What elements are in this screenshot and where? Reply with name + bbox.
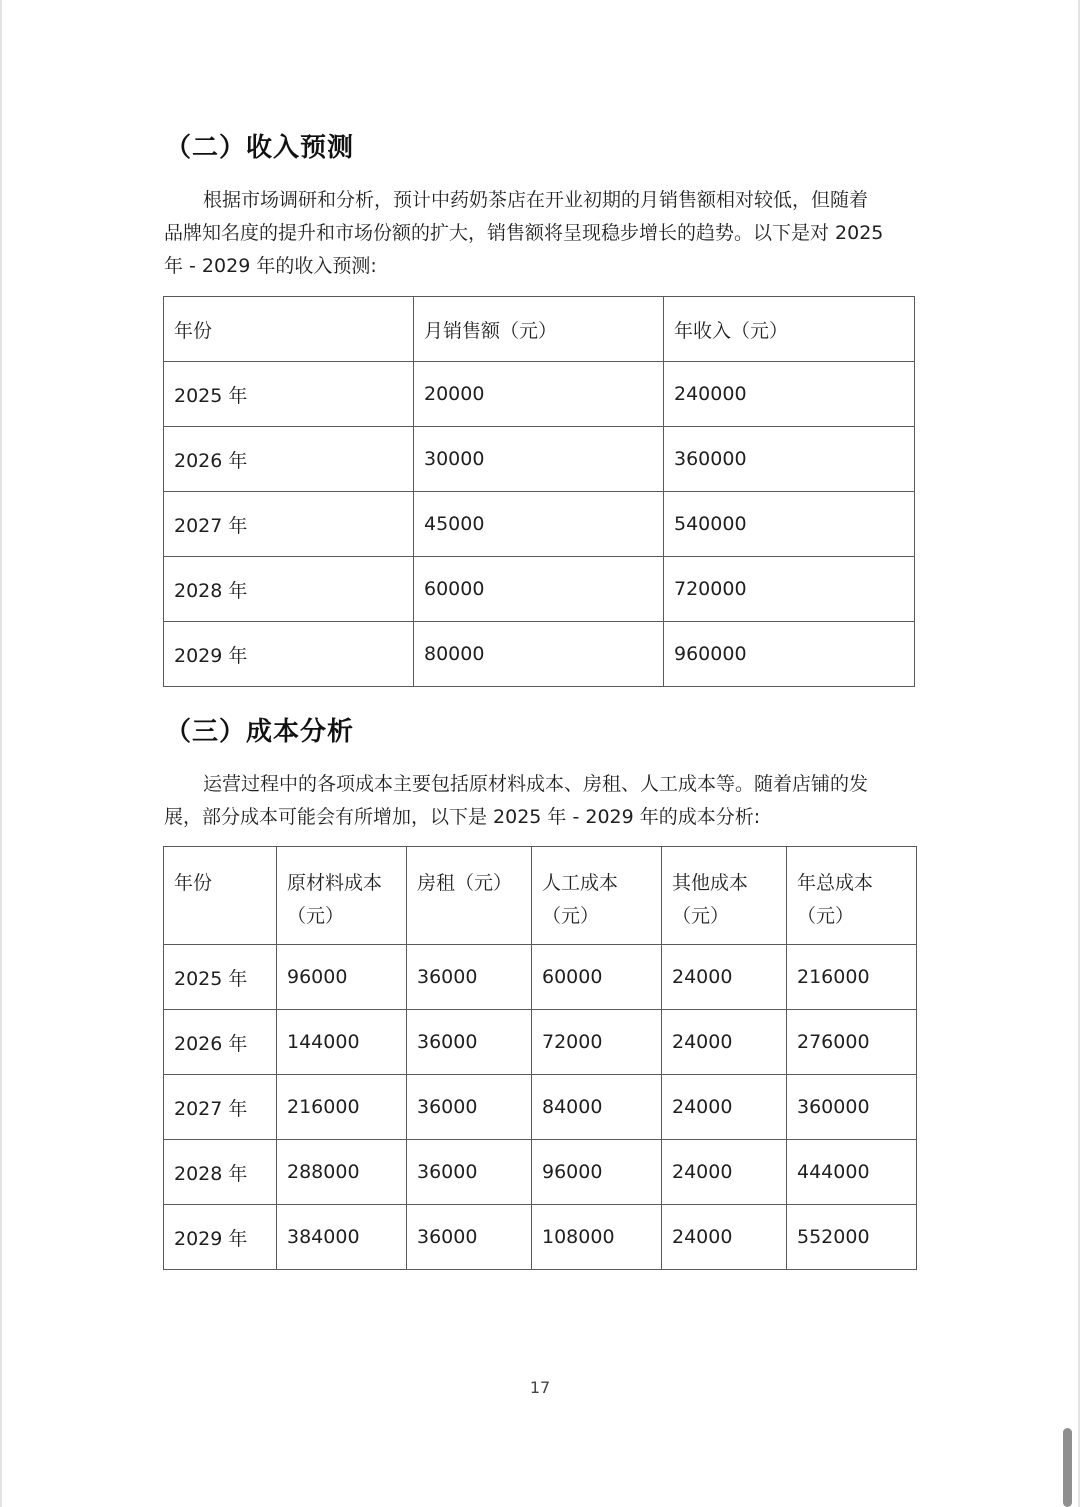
paragraph-line: 根据市场调研和分析，预计中药奶茶店在开业初期的月销售额相对较低，但随着 [203,189,869,211]
header-cell-annual-total-cost: 年总成本 （元） [787,847,917,945]
header-cell-monthly-sales: 月销售额（元） [414,297,664,362]
cell-annual-revenue: 240000 [664,362,915,427]
cell-year: 2026 年 [164,427,414,492]
paragraph-line: 年 - 2029 年的收入预测: [164,255,377,277]
cell-rent: 36000 [407,1075,532,1140]
cell-year: 2028 年 [164,557,414,622]
table-header-row [164,847,917,945]
cell-rent: 36000 [407,1140,532,1205]
table-row [164,427,915,492]
cell-labor-cost: 60000 [532,945,662,1010]
cell-labor-cost: 96000 [532,1140,662,1205]
cell-annual-revenue: 540000 [664,492,915,557]
cell-monthly-sales: 60000 [414,557,664,622]
page-edge-left [0,0,2,1507]
table-row [164,362,915,427]
cell-annual-total-cost: 552000 [787,1205,917,1270]
cell-other-cost: 24000 [662,1140,787,1205]
cell-rent: 36000 [407,1205,532,1270]
cell-year: 2029 年 [164,1205,277,1270]
cell-annual-revenue: 720000 [664,557,915,622]
table-row [164,1140,917,1205]
cell-labor-cost: 72000 [532,1010,662,1075]
cell-annual-revenue: 960000 [664,622,915,687]
cell-other-cost: 24000 [662,1205,787,1270]
cell-other-cost: 24000 [662,945,787,1010]
cell-year: 2025 年 [164,362,414,427]
header-cell-year: 年份 [164,847,277,945]
table-row [164,622,915,687]
cell-year: 2025 年 [164,945,277,1010]
table-row [164,1075,917,1140]
cell-rent: 36000 [407,1010,532,1075]
table-row [164,1205,917,1270]
cell-other-cost: 24000 [662,1075,787,1140]
cell-monthly-sales: 45000 [414,492,664,557]
cell-year: 2026 年 [164,1010,277,1075]
cell-year: 2029 年 [164,622,414,687]
cell-raw-material-cost: 96000 [277,945,407,1010]
cost-analysis-table [163,846,917,1270]
cell-annual-total-cost: 216000 [787,945,917,1010]
page-number: 17 [529,1378,551,1397]
cell-year: 2027 年 [164,1075,277,1140]
scrollbar-thumb[interactable] [1063,1428,1072,1507]
cell-raw-material-cost: 288000 [277,1140,407,1205]
cell-raw-material-cost: 144000 [277,1010,407,1075]
table-header-row [164,297,915,362]
cell-monthly-sales: 80000 [414,622,664,687]
revenue-forecast-table [163,296,915,687]
header-cell-annual-revenue: 年收入（元） [664,297,915,362]
paragraph-line: 运营过程中的各项成本主要包括原材料成本、房租、人工成本等。随着店铺的发 [203,773,869,795]
table-row [164,945,917,1010]
cell-raw-material-cost: 384000 [277,1205,407,1270]
cell-year: 2028 年 [164,1140,277,1205]
paragraph-line: 品牌知名度的提升和市场份额的扩大，销售额将呈现稳步增长的趋势。以下是对 2025 [164,222,884,244]
header-cell-year: 年份 [164,297,414,362]
table-row [164,557,915,622]
table-row [164,492,915,557]
cell-monthly-sales: 20000 [414,362,664,427]
cost-intro-paragraph [164,768,916,834]
cell-rent: 36000 [407,945,532,1010]
cell-annual-total-cost: 444000 [787,1140,917,1205]
header-cell-raw-material-cost: 原材料成本 （元） [277,847,407,945]
cell-labor-cost: 108000 [532,1205,662,1270]
header-cell-labor-cost: 人工成本 （元） [532,847,662,945]
cell-annual-total-cost: 360000 [787,1075,917,1140]
cell-other-cost: 24000 [662,1010,787,1075]
cell-raw-material-cost: 216000 [277,1075,407,1140]
revenue-intro-paragraph [164,184,916,283]
cell-annual-revenue: 360000 [664,427,915,492]
header-cell-other-cost: 其他成本 （元） [662,847,787,945]
cell-year: 2027 年 [164,492,414,557]
section-heading-revenue-forecast: （二）收入预测 [165,133,355,163]
table-row [164,1010,917,1075]
paragraph-line: 展，部分成本可能会有所增加，以下是 2025 年 - 2029 年的成本分析: [164,806,761,828]
cell-annual-total-cost: 276000 [787,1010,917,1075]
cell-monthly-sales: 30000 [414,427,664,492]
header-cell-rent: 房租（元） [407,847,532,945]
section-heading-cost-analysis: （三）成本分析 [165,717,355,747]
cell-labor-cost: 84000 [532,1075,662,1140]
